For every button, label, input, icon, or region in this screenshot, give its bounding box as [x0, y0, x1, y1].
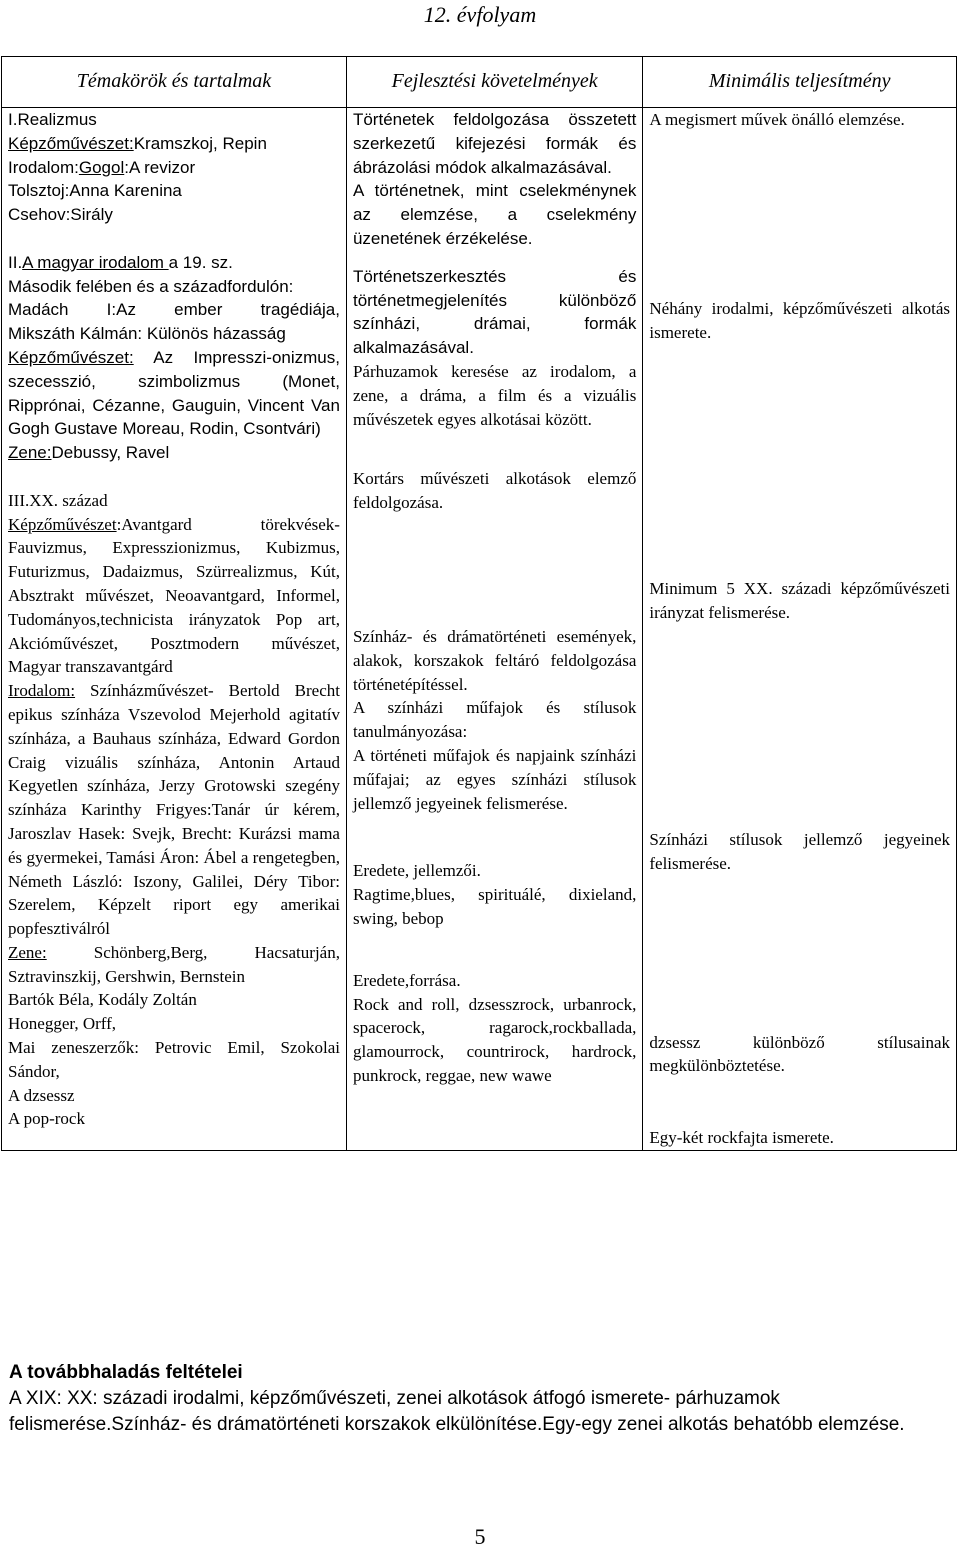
minimum-4: Színházi stílusok jellemző jegyeinek felismerése.: [649, 829, 950, 873]
hungarian-subtitle: Második felében és a századfordulón:: [8, 276, 294, 296]
realism-art: Képzőművészet:Kramszkoj, Repin: [8, 133, 267, 153]
twentieth-contemporary: Mai zeneszerzők: Petrovic Emil, Szokolai Sándor,: [8, 1038, 340, 1081]
minimum-2: Néhány irodalmi, képzőművészeti alkotás ismerete.: [649, 298, 950, 342]
topic-hungarian-literature: [8, 251, 340, 465]
twentieth-heading: III.XX. század: [8, 490, 108, 510]
table-header-row: [2, 57, 957, 108]
minimum-6: Egy-két rockfajta ismerete.: [649, 1128, 834, 1148]
curriculum-table: [1, 56, 957, 1151]
hungarian-mikszath: Mikszáth Kálmán: Különös házasság: [8, 324, 286, 344]
realism-title: I.Realizmus: [8, 110, 97, 129]
realism-chekhov: Csehov:Sirály: [8, 205, 113, 225]
requirement-5: Kortárs művészeti alkotások elemző feldolgozása.: [352, 469, 637, 513]
twentieth-pop: A pop-rock: [8, 1109, 85, 1129]
realism-literature: Irodalom:Gogol:A revizor: [8, 157, 196, 177]
requirement-10-styles: Rock and roll, dzsesszrock, urbanrock, spacerock, ragarock,rockballada, glamourrock, countrirock, hardrock, punkrock, reggae, new wawe: [352, 994, 637, 1085]
twentieth-literature: Irodalom: Színházművészet- Bertold Brecht epikus színháza Vszevolod Mejerhold agitatív színháza, a Bauhaus színháza, Edward Gordon Craig vizuális színháza, Antonin Artaud Kegyetlen színháza, Jerzy Grotowski szegény színháza Karinthy Frigyes:Tanár úr kérem, Jaroszlav Hasek: Svejk, Brecht: Kurázsi mama és gyermekei, Tamási Áron: Ábel a rengetegben, Németh László: Iszony, Galilei, Déry Tibor: Szerelem, Képzelt riport egy amerikai popfesztiválról: [8, 681, 340, 939]
column-header-requirements: Fejlesztési követelmények: [346, 57, 642, 108]
requirement-9-styles: Ragtime,blues, spirituálé, dixieland, swing, bebop: [352, 885, 637, 928]
twentieth-honegger: Honegger, Orff,: [8, 1014, 117, 1034]
minimum-3: Minimum 5 XX. századi képzőművészeti irányzat felismerése.: [649, 579, 950, 623]
requirement-7: A színházi műfajok és stílusok tanulmányozása:: [352, 698, 637, 742]
topic-realism: [8, 108, 340, 227]
table-row: [2, 108, 957, 1151]
hungarian-title: II.A magyar irodalom a 19. sz.: [8, 252, 233, 272]
requirement-10-origin: Eredete,forrása.: [352, 970, 461, 990]
minimum-cell: [643, 108, 957, 1151]
twentieth-music: Zene: Schönberg,Berg, Hacsaturján, Sztravinszkij, Gershwin, Bernstein: [8, 942, 340, 986]
twentieth-art: Képzőművészet:Avantgard törekvések- Fauvizmus, Expresszionizmus, Kubizmus, Futurizmus, Dadaizmus, Szürrealizmus, Kút, Absztrakt művészet, Neoavantgard, Informel, Tudományos,technicista irányzatok Pop art, Akcióművészet, Posztmodern művészet, Magyar transzavantgárd: [8, 514, 340, 677]
hungarian-music: Zene:Debussy, Ravel: [8, 443, 170, 463]
twentieth-jazz: A dzsessz: [8, 1085, 75, 1105]
requirements-cell: [346, 108, 642, 1151]
conditions-heading: A továbbhaladás feltételei: [9, 1362, 243, 1383]
requirement-2: A történetnek, mint cselekménynek az elemzése, a cselekmény üzenetének érzékelése.: [352, 181, 637, 248]
hungarian-madach: Madách I:Az ember tragédiája,: [8, 300, 340, 320]
requirement-6: Színház- és drámatörténeti események, alakok, korszakok feltáró feldolgozása történetépítéssel.: [352, 626, 637, 694]
column-header-topics: Témakörök és tartalmak: [2, 57, 347, 108]
column-header-minimum: Minimális teljesítmény: [643, 57, 957, 108]
twentieth-bartok: Bartók Béla, Kodály Zoltán: [8, 990, 197, 1010]
requirement-9-origin: Eredete, jellemzői.: [352, 861, 481, 881]
requirement-8: A történeti műfajok és napjaink színházi műfajai; az egyes színházi stílusok jellemző jegyeinek felismerése.: [352, 745, 637, 813]
requirement-4: Párhuzamok keresése az irodalom, a zene, a dráma, a film és a vizuális művészetek egyes alkotásai között.: [352, 361, 637, 429]
minimum-5: dzsessz különböző stílusainak megkülönböztetése.: [649, 1032, 950, 1076]
grade-title: 12. évfolyam: [423, 2, 537, 27]
hungarian-art: Képzőművészet: Az Impresszi-onizmus, szecesszió, szimbolizmus (Monet, Ripprónai, Cézanne, Gauguin, Vincent Van Gogh Gustave Moreau, Rodin, Csontvári): [8, 347, 340, 439]
progression-conditions: [9, 1360, 949, 1438]
requirement-3: Történetszerkesztés és történetmegjelenítés különböző színházi, drámai, formák alkalmazásával.: [352, 266, 637, 358]
topics-cell: [2, 108, 347, 1151]
minimum-1: A megismert művek önálló elemzése.: [649, 110, 905, 129]
requirement-1: Történetek feldolgozása összetett szerkezetű kifejezési formák és ábrázolási módok alkalmazásával.: [352, 110, 637, 177]
page-number: 5: [474, 1524, 486, 1549]
conditions-text: A XIX: XX: századi irodalmi, képzőművészeti, zenei alkotások átfogó ismerete- párhuzamok felismerése.Színház- és drámatörténeti korszakok elkülönítése.Egy-egy zenei alkotás behatóbb elemzése.: [9, 1388, 905, 1435]
topic-twentieth-century: [8, 489, 340, 1132]
realism-tolstoy: Tolsztoj:Anna Karenina: [8, 181, 182, 201]
